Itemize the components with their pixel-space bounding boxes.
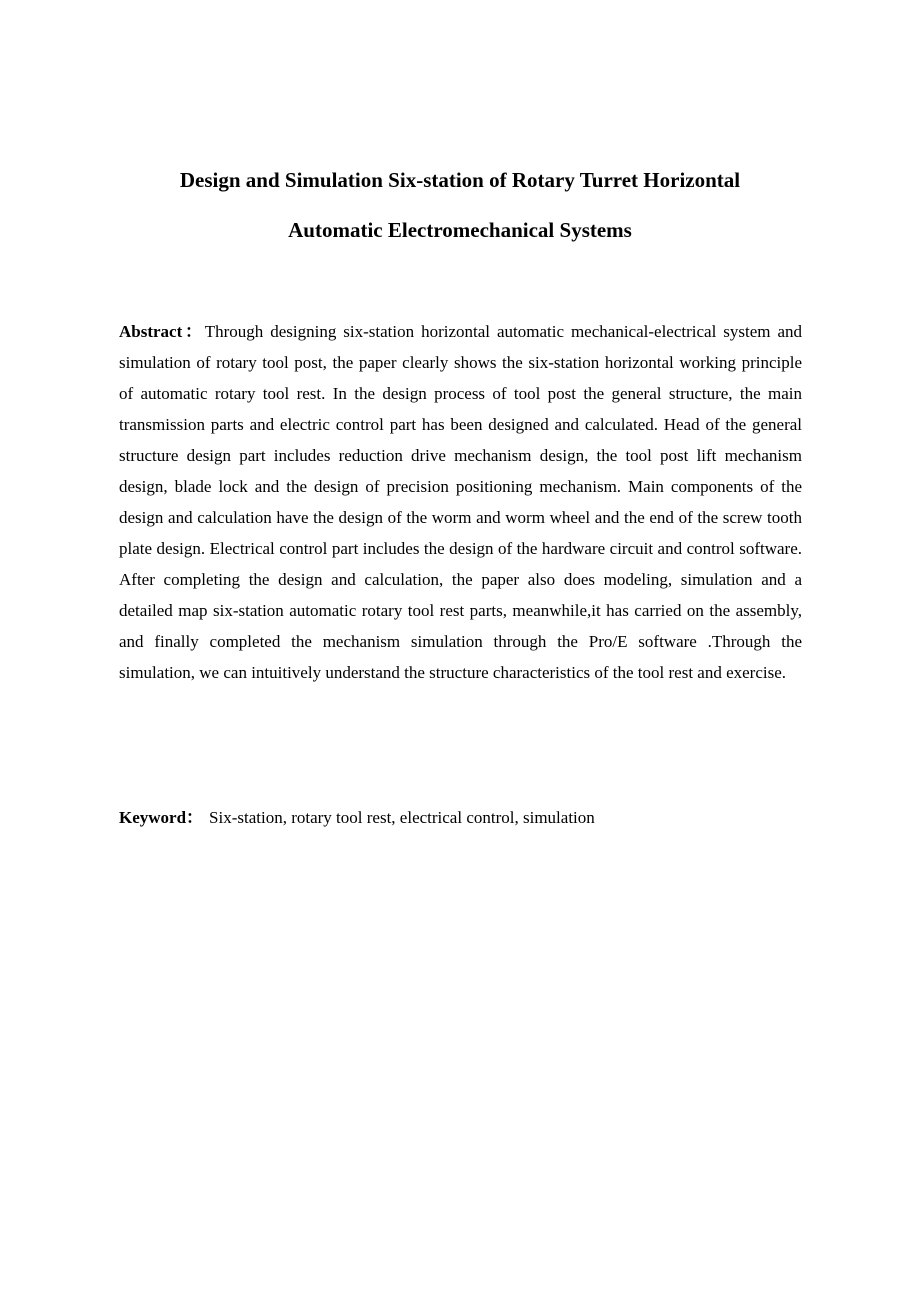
keywords-text: Six-station, rotary tool rest, electrical control, simulation — [209, 808, 595, 827]
keywords-label: Keyword： — [119, 808, 204, 827]
keywords-line — [119, 802, 802, 833]
paper-title-line-1: Design and Simulation Six-station of Rotary Turret Horizontal — [179, 168, 741, 192]
abstract-label: Abstract： — [119, 322, 205, 341]
abstract-text: Through designing six-station horizontal automatic mechanical-electrical system and simulation of rotary tool post, the paper clearly shows the six-station horizontal working principle of automatic rotary tool rest. In the design process of tool post the general structure, the main transmission parts and electric control part has been designed and calculated. Head of the general structure design part includes reduction drive mechanism design, the tool post lift mechanism design, blade lock and the design of precision positioning mechanism. Main components of the design and calculation have the design of the worm and worm wheel and the end of the screw tooth plate design. Electrical control part includes the design of the hardware circuit and control software. After completing the design and calculation, the paper also does modeling, simulation and a detailed map six-station automatic rotary tool rest parts, meanwhile,it has carried on the assembly, and finally completed the mechanism simulation through the Pro/E software .Through the simulation, we can intuitively understand the structure characteristics of the tool rest and exercise. — [119, 322, 803, 682]
paper-title-line-2: Automatic Electromechanical Systems — [288, 218, 632, 242]
abstract-paragraph — [119, 316, 802, 688]
